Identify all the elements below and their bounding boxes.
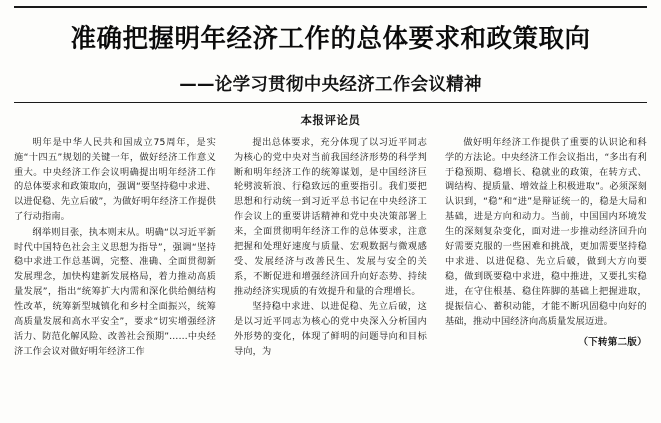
page-headline: 准确把握明年经济工作的总体要求和政策取向: [70, 24, 591, 55]
article-body: [14, 136, 647, 414]
top-rule-divider: [14, 6, 647, 8]
paragraph: 纲举则目张，执本则末从。明确“以习近平新时代中国特色社会主义思想为指导”，强调“坚持稳中求进工作总基调，完整、准确、全面贯彻新发展理念，加快构建新发展格局，着力推动高质量发展”，指出“统筹扩大内需和深化供给侧结构性改革，统筹新型城镇化和乡村全面振兴，统筹高质量发展和高水平安全”，要求“切实增强经济活力、防范化解风险、改善社会预期”……中央经济工作会议对做好明年经济工作: [14, 226, 216, 357]
continuation-note: （下转第二版）: [578, 337, 647, 349]
paragraph: 做好明年经济工作提供了重要的认识论和科学的方法论。中央经济工作会议指出，“多出有利于稳预期、稳增长、稳就业的政策，在转方式、调结构、提质量、增效益上积极进取”。必须深刻认识到，“稳”和“进”是辩证统一的，稳是大局和基础，进是方向和动力。当前，中国国内环境发生的深刻复杂变化，面对进一步推动经济回升向好需要克服的一些困难和挑战，更加需要坚持稳中求进、以进促稳、先立后破，做到大方向要稳，做到既要稳中求进，稳中推进，又要扎实稳进，在守住根基、稳住阵脚的基础上把握进取，提振信心、蓄积动能，才能不断巩固稳中向好的基础，推动中国经济向高质量发展迈进。: [444, 136, 647, 327]
subheadline-container: [14, 71, 647, 96]
paragraph: 坚持稳中求进、以进促稳、先立后破，这是以习近平同志为核心的党中央深入分析国内外形势的变化，体现了鲜明的问题导向和目标导向，为: [233, 301, 427, 357]
headline-underline-divider: [14, 102, 647, 103]
article-column-1: [14, 136, 225, 361]
article-column-3: [436, 136, 647, 351]
article-column-2: [225, 136, 436, 361]
page-subheadline: ——论学习贯彻中央经济工作会议精神: [179, 74, 482, 95]
paragraph: 提出总体要求，充分体现了以习近平同志为核心的党中央对当前我国经济形势的科学判断和明年经济工作的统筹谋划，是中国经济巨轮劈波斩浪、行稳致远的重要指引。我们要把思想和行动统一到习近平总书记在中央经济工作会议上的重要讲话精神和党中央决策部署上来，全面贯彻明年经济工作的总体要求，注意把握和处理好速度与质量、宏观数据与微观感受、发展经济与改善民生、发展与安全的关系，不断促进和增强经济回升向好态势、持续推动经济实现质的有效提升和量的合理增长。: [233, 136, 427, 297]
byline: 本报评论员: [300, 112, 361, 127]
paragraph: 明年是中华人民共和国成立75周年，是实施“十四五”规划的关键一年，做好经济工作意义重大。中央经济工作会议明确提出明年经济工作的总体要求和政策取向，强调“要坚持稳中求进、以进促稳、先立后破”，为做好明年经济工作提供了行动指南。: [14, 136, 216, 223]
